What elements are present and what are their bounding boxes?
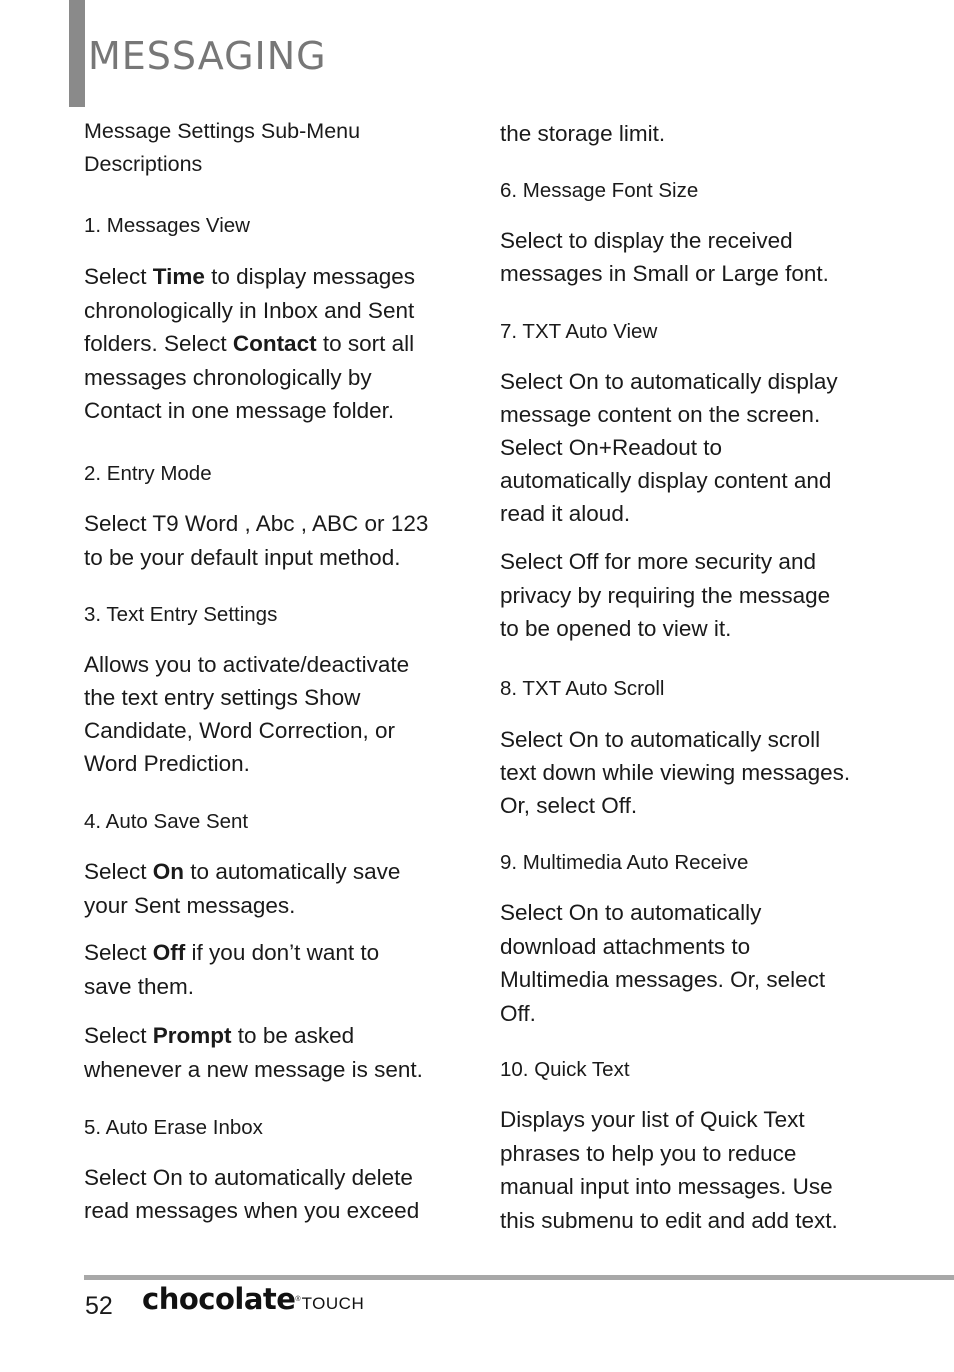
registered-mark: ® xyxy=(295,1296,301,1303)
auto-erase-inbox-text: Select On to automatically delete read messages when you exceed xyxy=(84,1165,420,1223)
message-font-size-text: Select to display the received messages in Small or Large font. xyxy=(500,228,829,286)
txt-auto-view-heading: 7. TXT Auto View xyxy=(500,320,658,343)
auto-erase-inbox-text-continued: the storage limit. xyxy=(500,121,666,146)
message-font-size-heading: 6. Message Font Size xyxy=(500,179,699,202)
intro-heading: Message Settings Sub-Menu Descriptions xyxy=(84,119,361,176)
quick-text-text: Displays your list of Quick Text phrases to help you to reduce manual input into messages. Use this submenu to edit and add text. xyxy=(500,1107,838,1233)
auto-save-prompt-text: Select Prompt to be asked whenever a new message is sent. xyxy=(84,1023,423,1082)
quick-text-heading: 10. Quick Text xyxy=(500,1058,630,1081)
auto-save-sent-heading: 4. Auto Save Sent xyxy=(84,810,249,833)
auto-erase-inbox-heading: 5. Auto Erase Inbox xyxy=(84,1116,263,1139)
txt-auto-scroll-heading: 8. TXT Auto Scroll xyxy=(500,677,665,700)
brand-logo xyxy=(142,1282,364,1316)
page-number: 52 xyxy=(85,1292,113,1320)
footer-divider xyxy=(84,1275,954,1280)
multimedia-auto-receive-heading: 9. Multimedia Auto Receive xyxy=(500,851,749,874)
brand-suffix: TOUCH xyxy=(301,1294,365,1313)
txt-auto-view-off-text: Select Off for more security and privacy by requiring the message to be opened to view it. xyxy=(500,549,831,641)
auto-save-on-text: Select On to automatically save your Sent messages. xyxy=(84,859,401,918)
messages-view-heading: 1. Messages View xyxy=(84,214,250,237)
section-title: MESSAGING xyxy=(88,34,327,78)
text-entry-settings-heading: 3. Text Entry Settings xyxy=(84,603,278,626)
messages-view-text: Select Time to display messages chronologically in Inbox and Sent folders. Select Contact to sort all messages chronologically by Contact in one message folder. xyxy=(84,264,416,423)
multimedia-auto-receive-text: Select On to automatically download attachments to Multimedia messages. Or, select Off. xyxy=(500,900,826,1026)
entry-mode-text: Select T9 Word , Abc , ABC or 123 to be your default input method. xyxy=(84,511,429,570)
brand-wordmark: chocolate xyxy=(142,1282,296,1316)
section-header-bar xyxy=(69,0,85,107)
txt-auto-view-text: Select On to automatically display message content on the screen. Select On+Readout to automatically display content and read it aloud. xyxy=(500,369,838,526)
auto-save-off-text: Select Off if you don’t want to save them. xyxy=(84,940,380,999)
text-entry-settings-text: Allows you to activate/deactivate the text entry settings Show Candidate, Word Correction, or Word Prediction. xyxy=(84,652,410,776)
entry-mode-heading: 2. Entry Mode xyxy=(84,462,212,485)
txt-auto-scroll-text: Select On to automatically scroll text down while viewing messages. Or, select Off. xyxy=(500,727,851,818)
